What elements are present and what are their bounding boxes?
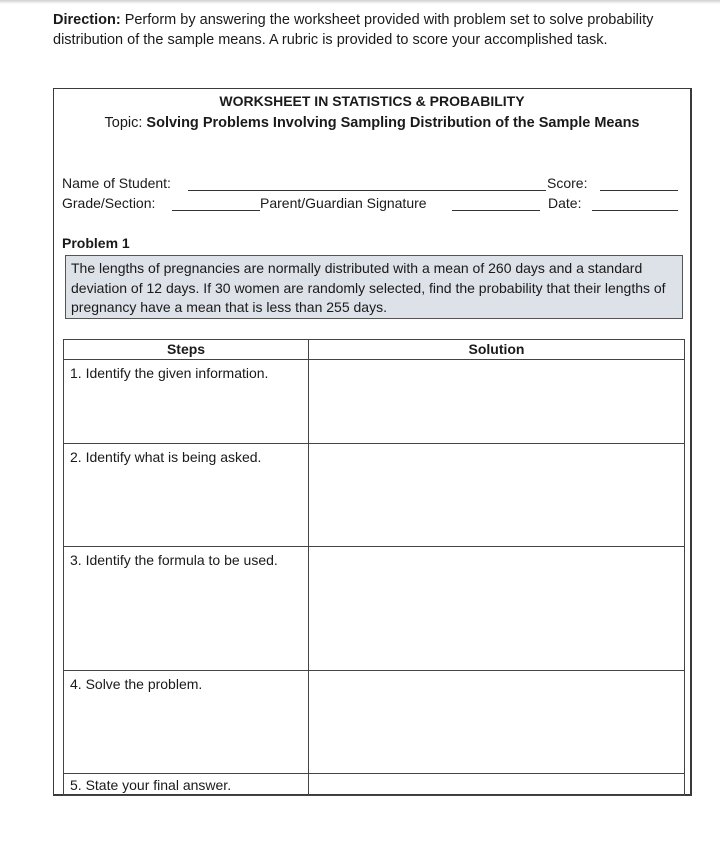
problem-statement: The lengths of pregnancies are normally distributed with a mean of 260 days and a standard deviation of 12 days. If 30 women are randomly selected, find the probability that their lengths of pregnancy have a mean that is less than 255 days. [65, 255, 683, 319]
step-4: 4. Solve the problem. [64, 671, 309, 774]
score-field[interactable] [600, 190, 678, 191]
name-label: Name of Student: [62, 175, 171, 191]
name-score-row [62, 175, 680, 193]
grade-label: Grade/Section: [62, 195, 156, 211]
step-5: 5. State your final answer. [64, 774, 309, 796]
worksheet-title: WORKSHEET IN STATISTICS & PROBABILITY [219, 93, 525, 109]
solution-cell-5[interactable] [309, 774, 685, 796]
steps-table [63, 339, 685, 796]
table-row [64, 360, 685, 444]
step-2: 2. Identify what is being asked. [64, 444, 309, 547]
parent-signature-label: Parent/Guardian Signature [260, 195, 427, 211]
page-top-edge [0, 0, 720, 4]
table-row [64, 774, 685, 796]
solution-cell-1[interactable] [309, 360, 685, 444]
worksheet-topic [54, 115, 690, 131]
direction-paragraph [53, 11, 703, 50]
problem-label: Problem 1 [62, 235, 130, 251]
table-header-row [64, 340, 685, 360]
solution-cell-2[interactable] [309, 444, 685, 547]
topic-text: Solving Problems Involving Sampling Distribution of the Sample Means [146, 115, 640, 131]
worksheet-frame [53, 88, 692, 796]
step-1: 1. Identify the given information. [64, 360, 309, 444]
grade-signature-date-row [62, 195, 680, 213]
score-label: Score: [547, 175, 588, 191]
table-row [64, 444, 685, 547]
direction-label: Direction: [53, 12, 121, 28]
date-field[interactable] [592, 210, 678, 211]
grade-field[interactable] [172, 210, 260, 211]
step-3: 3. Identify the formula to be used. [64, 547, 309, 671]
direction-text: Perform by answering the worksheet provided with problem set to solve probability distribution of the sample means. A rubric is provided to score your accomplished task. [53, 12, 654, 48]
name-field[interactable] [188, 190, 546, 191]
solution-cell-3[interactable] [309, 547, 685, 671]
topic-label: Topic: [104, 115, 147, 131]
date-label: Date: [548, 195, 582, 211]
parent-signature-field[interactable] [452, 210, 540, 211]
steps-header: Steps [64, 340, 309, 360]
table-row [64, 671, 685, 774]
solution-cell-4[interactable] [309, 671, 685, 774]
table-row [64, 547, 685, 671]
solution-header: Solution [309, 340, 685, 360]
